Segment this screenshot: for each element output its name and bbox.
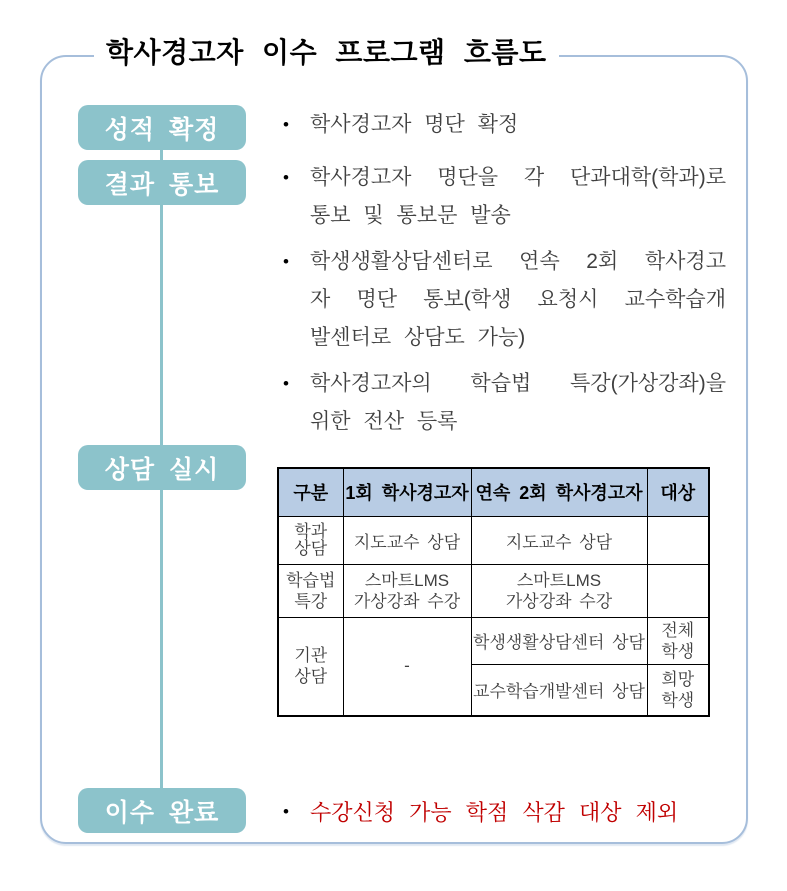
table-cell: 스마트LMS 가상강좌 수강: [471, 564, 647, 617]
bullet-item-notify-list: [283, 159, 726, 235]
bullet-item-grade-confirm: [283, 106, 726, 144]
stage-result-notify: 결과 통보: [78, 160, 246, 205]
page-title: 학사경고자 이수 프로그램 흐름도: [94, 33, 559, 73]
bullet-item-notify-center: [283, 243, 726, 357]
bullet-icon: •: [283, 115, 289, 134]
table-cell: 전체 학생: [647, 617, 709, 664]
bullet-icon: •: [283, 252, 289, 271]
bullet-item-lecture-registration: [283, 365, 726, 441]
note-line: 학사경고자 명단을 각 단과대학(학과)로: [310, 166, 726, 189]
bullet-icon: •: [283, 802, 289, 821]
table-cell-category: 학습법 특강: [278, 564, 343, 617]
stage-counseling: 상담 실시: [78, 445, 246, 490]
table-cell: 스마트LMS 가상강좌 수강: [343, 564, 471, 617]
table-cell-empty: [647, 564, 709, 617]
note-line: 자 명단 통보(학생 요청시 교수학습개: [310, 288, 726, 311]
table-cell: 교수학습개발센터 상담: [471, 664, 647, 716]
stage-grade-confirm: 성적 확정: [78, 105, 246, 150]
stage-completion: 이수 완료: [78, 788, 246, 833]
table-cell: 학생생활상담센터 상담: [471, 617, 647, 664]
counseling-table: [277, 467, 710, 717]
notes-column: [283, 106, 726, 449]
column-header-second-warning: 연속 2회 학사경고자: [471, 468, 647, 516]
note-line: 학생생활상담센터로 연속 2회 학사경고: [310, 250, 726, 273]
note-line: 학사경고자 명단 확정: [310, 113, 519, 136]
table-cell: -: [343, 617, 471, 716]
table-cell-empty: [647, 516, 709, 564]
table-row-org-counseling-a: [278, 617, 709, 664]
completion-note-text: 수강신청 가능 학점 삭감 대상 제외: [310, 800, 679, 825]
table-cell-category: 학과 상담: [278, 516, 343, 564]
column-header-first-warning: 1회 학사경고자: [343, 468, 471, 516]
table-header-row: [278, 468, 709, 516]
table-cell: 희망 학생: [647, 664, 709, 716]
table-cell: 지도교수 상담: [343, 516, 471, 564]
note-line: 통보 및 통보문 발송: [310, 204, 511, 227]
completion-note: [283, 789, 678, 834]
note-line: 발센터로 상담도 가능): [310, 326, 526, 349]
bullet-icon: •: [283, 374, 289, 393]
column-header-division: 구분: [278, 468, 343, 516]
table-cell-category: 기관 상담: [278, 617, 343, 716]
note-line: 위한 전산 등록: [310, 410, 458, 433]
note-line: 학사경고자의 학습법 특강(가상강좌)을: [310, 372, 726, 395]
column-header-target: 대상: [647, 468, 709, 516]
table-row-dept-counseling: [278, 516, 709, 564]
table-row-lecture: [278, 564, 709, 617]
table-cell: 지도교수 상담: [471, 516, 647, 564]
bullet-icon: •: [283, 168, 289, 187]
